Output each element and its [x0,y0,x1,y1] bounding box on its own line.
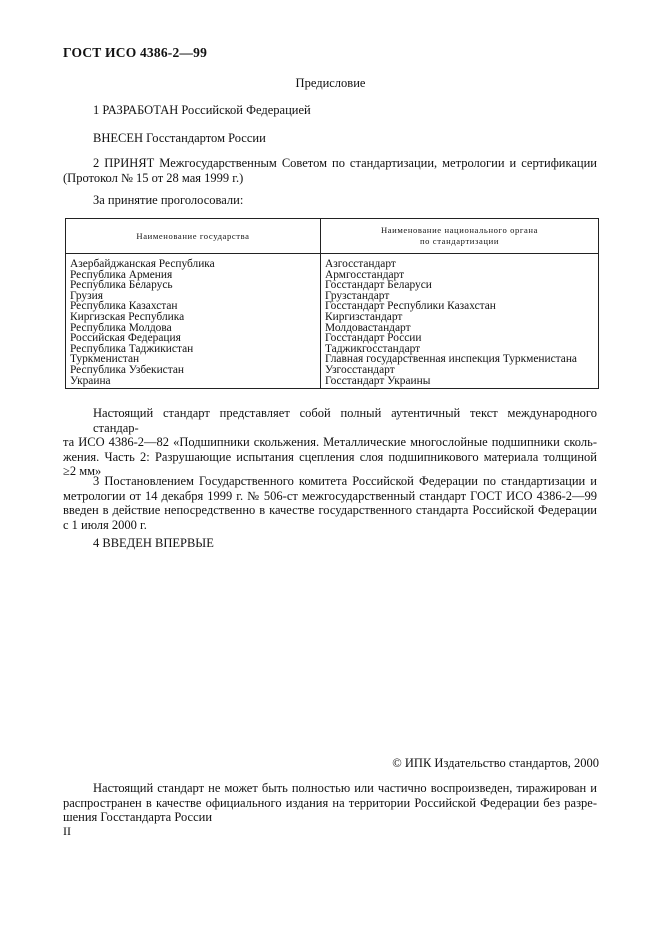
standards-body-name: Армгосстандарт [325,268,405,281]
paragraph-first-introduced: 4 ВВЕДЕН ВПЕРВЫЕ [93,536,214,550]
paragraph-voted: За принятие проголосовали: [93,193,244,207]
states-column [66,254,321,389]
table-row [66,254,599,389]
copyright-notice: © ИПК Издательство стандартов, 2000 [392,756,599,770]
state-name: Республика Казахстан [70,300,178,313]
paragraph-line: Настоящий стандарт не может быть полностью или частично воспроизведен, тиражирован и [93,781,597,795]
paragraph-adopted-line: 2 ПРИНЯТ Межгосударственным Советом по стандартизации, метрологии и сертификации [93,156,597,170]
paragraph-adopted-line: (Протокол № 15 от 28 мая 1999 г.) [63,170,244,185]
page-title: Предисловие [295,76,366,90]
state-name: Республика Армения [70,268,173,281]
state-name: Украина [70,374,111,387]
table-header-state: Наименование государства [66,219,321,254]
table-header-body [321,219,599,254]
standards-body-name: Таджикгосстандарт [325,342,421,355]
table-header-row [66,219,599,254]
standards-body-name: Госстандарт России [325,332,422,345]
paragraph-authentic-text [63,406,597,479]
state-name: Киргизская Республика [70,310,185,323]
state-name: Грузия [70,289,103,302]
document-code: ГОСТ ИСО 4386-2—99 [63,45,208,60]
paragraph-line: 3 Постановлением Государственного комитета Российской Федерации по стандартизации и [93,474,597,488]
standards-body-name: Молдовастандарт [325,321,411,334]
state-name: Туркменистан [70,353,140,366]
standards-body-name: Киргизстандарт [325,310,403,323]
paragraph-line: введен в действие непосредственно в качестве государственного стандарта Российской Федерации [63,503,597,517]
standards-body-name: Госстандарт Республики Казахстан [325,300,496,313]
bodies-column [321,254,599,389]
paragraph-developed: 1 РАЗРАБОТАН Российской Федерацией [93,103,311,117]
paragraph-line: распространен в качестве официального издания на территории Российской Федерации без разре- [63,795,597,810]
table-header-body-line: по стандартизации [419,236,500,246]
standards-body-name: Госстандарт Беларуси [325,279,432,292]
standards-body-name: Госстандарт Украины [325,374,431,387]
paragraph-adopted [63,156,597,185]
standards-body-name: Узгосстандарт [325,363,395,376]
paragraph-introduced: ВНЕСЕН Госстандартом России [93,131,266,145]
state-name: Республика Узбекистан [70,363,184,376]
standards-body-name: Грузстандарт [325,289,390,302]
standards-body-name: Главная государственная инспекция Туркменистана [325,353,577,366]
state-name: Республика Беларусь [70,279,173,292]
standards-body-name: Азгосстандарт [325,258,396,270]
state-name: Азербайджанская Республика [70,258,215,270]
paragraph-line: та ИСО 4386-2—82 «Подшипники скольжения. Металлические многослойные подшипники сколь- [63,435,597,449]
paragraph-line: метрологии от 14 декабря 1999 г. № 506-ст межгосударственный стандарт ГОСТ ИСО 4386-2—99 [63,488,597,503]
paragraph-enacted [63,474,597,532]
state-name: Российская Федерация [70,332,181,345]
paragraph-line: ≥2 мм» [63,464,102,478]
paragraph-line: с 1 июля 2000 г. [63,517,147,532]
state-name: Республика Молдова [70,321,172,334]
paragraph-line: жения. Часть 2: Разрушающие испытания сцепления слоя подшипникового материала толщиной [63,449,597,464]
voting-table [65,218,599,389]
state-name: Республика Таджикистан [70,342,194,355]
reproduction-notice [63,781,597,825]
paragraph-line: шения Госстандарта России [63,810,213,824]
page-number: II [63,824,71,838]
paragraph-line: Настоящий стандарт представляет собой полный аутентичный текст международного стандар- [93,406,597,435]
table-header-body-line: Наименование национального органа [380,225,539,235]
